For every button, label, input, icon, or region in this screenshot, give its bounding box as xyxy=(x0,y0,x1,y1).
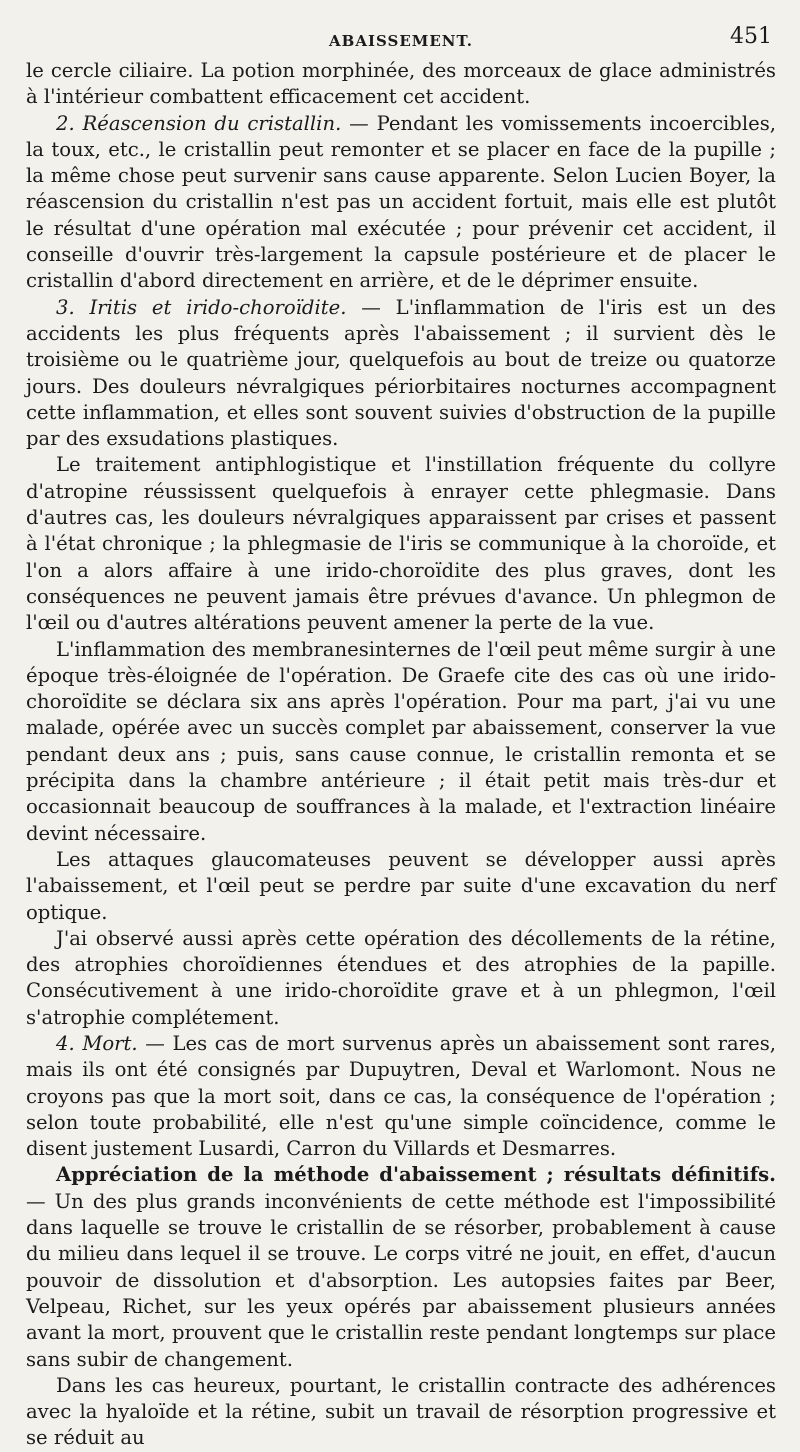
paragraph-text: — L'inflammation de l'iris est un des accidents les plus fréquents après l'abaissement ; il survient dès le troisième ou le quatrième jour, quelquefois au bout de treize ou quatorze jours. Des douleurs névralgiques périorbitaires nocturnes accompagnent cette inflammation, et elles sont souvent suivies d'obstruction de la pupille par des exsudations plastiques. xyxy=(26,295,776,451)
body-text xyxy=(26,58,776,1452)
paragraph-text: J'ai observé aussi après cette opération des décollements de la rétine, des atrophies choroïdiennes étendues et des atrophies de la papille. Consécutivement à une irido-choroïdite grave et à un phlegmon, l'œil s'atrophie complétement. xyxy=(26,926,776,1029)
paragraph-text: — Un des plus grands inconvénients de cette méthode est l'impossibilité dans laquelle se trouve le cristallin de se résorber, probablement à cause du milieu dans lequel il se trouve. Le corps vitré ne jouit, en effet, d'aucun pouvoir de dissolution et d'absorption. Les autopsies faites par Beer, Velpeau, Richet, sur les yeux opérés par abaissement plusieurs années avant la mort, prouvent que le cristallin reste pendant longtemps sur place sans subir de changement. xyxy=(26,1189,776,1371)
paragraph-text: — Les cas de mort survenus après un abaissement sont rares, mais ils ont été consignés par Dupuytren, Deval et Warlomont. Nous ne croyons pas que la mort soit, dans ce cas, la conséquence de l'opération ; selon toute probabilité, elle n'est qu'une simple coïncidence, comme le disent justement Lusardi, Carron du Villards et Desmarres. xyxy=(26,1031,776,1161)
paragraph-retina xyxy=(26,926,776,1031)
paragraph-continuation xyxy=(26,58,776,111)
paragraph-text: le cercle ciliaire. La potion morphinée, des morceaux de glace administrés à l'intérieur combattent efficacement cet accident. xyxy=(26,59,776,109)
paragraph-treatment xyxy=(26,452,776,636)
paragraph-text: L'inflammation des membranesinternes de l'œil peut même surgir à une époque très-éloignée de l'opération. De Graefe cite des cas où une irido-choroïdite se déclara six ans après l'opération. Pour ma part, j'ai vu une malade, opérée avec un succès complet par abaissement, conserver la vue pendant deux ans ; puis, sans cause connue, le cristallin remonta et se précipita dans la chambre antérieure ; il était petit mais très-dur et occasionnait beaucoup de souffrances à la malade, et l'extraction linéaire devint nécessaire. xyxy=(26,637,776,845)
paragraph-text: — Pendant les vomissements incoercibles, la toux, etc., le cristallin peut remonter et se placer en face de la pupille ; la même chose peut survenir sans cause apparente. Selon Lucien Boyer, la réascension du cristallin n'est pas un accident fortuit, mais elle est plutôt le résultat d'une opération mal exécutée ; pour prévenir cet accident, il conseille d'ouvrir très-largement la capsule postérieure et de placer le cristallin d'abord directement en arrière, et de le déprimer ensuite. xyxy=(26,111,776,293)
paragraph-appreciation xyxy=(26,1162,776,1372)
section-heading: 2. Réascension du cristallin. xyxy=(56,111,342,135)
paragraph-inflammation xyxy=(26,637,776,847)
paragraph-mort xyxy=(26,1031,776,1162)
running-title: ABAISSEMENT. xyxy=(329,32,473,50)
paragraph-text: Dans les cas heureux, pourtant, le cristallin contracte des adhérences avec la hyaloïde et la rétine, subit un travail de résorption progressive et se réduit au xyxy=(26,1373,776,1450)
section-heading: 3. Iritis et irido-choroïdite. xyxy=(56,295,347,319)
section-heading: 4. Mort. xyxy=(56,1031,138,1055)
paragraph-reascension xyxy=(26,111,776,295)
page-number: 451 xyxy=(730,24,772,49)
paragraph-text: Les attaques glaucomateuses peuvent se développer aussi après l'abaissement, et l'œil peut se perdre par suite d'une excavation du nerf optique. xyxy=(26,847,776,924)
paragraph-glaucoma xyxy=(26,847,776,926)
section-heading: Appréciation de la méthode d'abaissement ; résultats définitifs. xyxy=(56,1163,776,1187)
paragraph-iritis xyxy=(26,295,776,453)
running-head xyxy=(26,22,776,58)
paragraph-resorption xyxy=(26,1373,776,1452)
paragraph-text: Le traitement antiphlogistique et l'instillation fréquente du collyre d'atropine réussissent quelquefois à enrayer cette phlegmasie. Dans d'autres cas, les douleurs névralgiques apparaissent par crises et passent à l'état chronique ; la phlegmasie de l'iris se communique à la choroïde, et l'on a alors affaire à une irido-choroïdite des plus graves, dont les conséquences ne peuvent jamais être prévues d'avance. Un phlegmon de l'œil ou d'autres altérations peuvent amener la perte de la vue. xyxy=(26,453,776,635)
